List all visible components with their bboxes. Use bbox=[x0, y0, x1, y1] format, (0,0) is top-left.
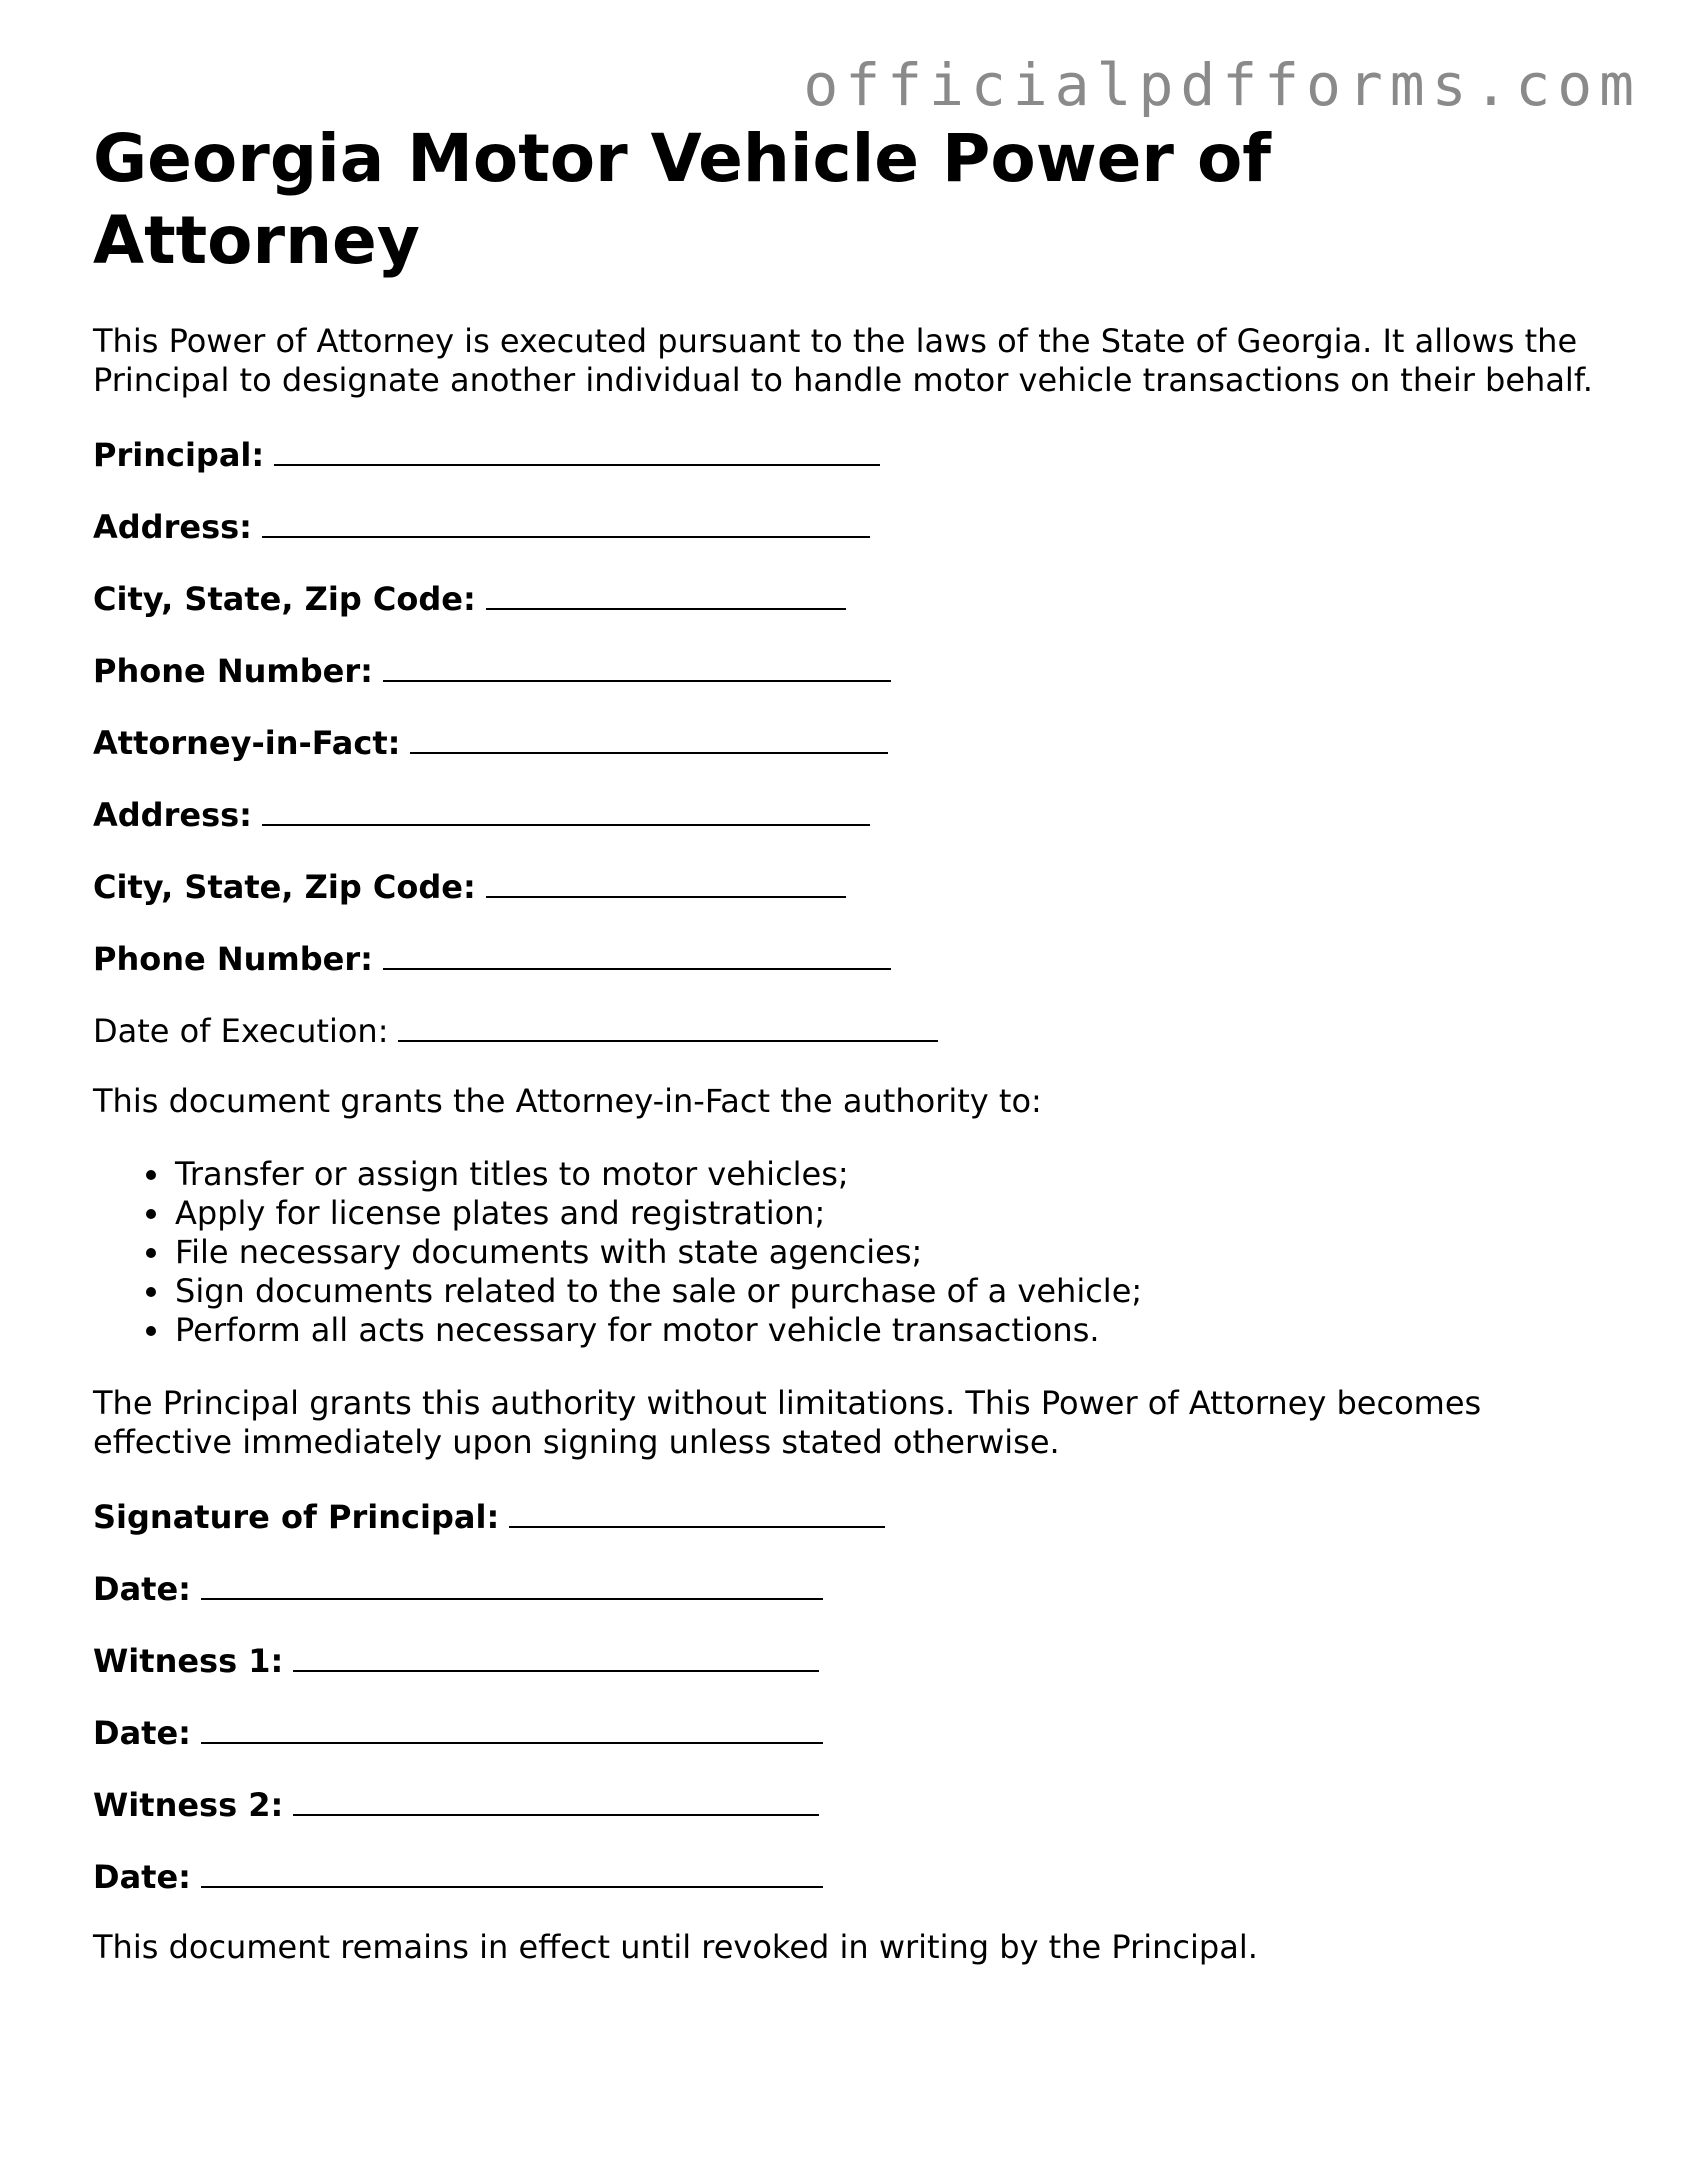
field-label: Phone Number: bbox=[93, 940, 373, 978]
principal-phone-blank[interactable] bbox=[383, 650, 891, 682]
principal-city-state-zip-field[interactable] bbox=[93, 578, 1593, 616]
document-body bbox=[93, 118, 1593, 1967]
list-item: • Apply for license plates and registration; bbox=[173, 1194, 1593, 1233]
witness-1-date-field[interactable] bbox=[93, 1712, 1593, 1750]
limitations-paragraph: The Principal grants this authority without limitations. This Power of Attorney becomes effective immediately upon signing unless stated otherwise. bbox=[93, 1384, 1482, 1461]
field-label: Witness 2: bbox=[93, 1786, 284, 1824]
field-label: Address: bbox=[93, 796, 252, 834]
witness-1-field[interactable] bbox=[93, 1640, 1593, 1678]
principal-city-state-zip-blank[interactable] bbox=[486, 578, 846, 610]
date-of-execution-field[interactable] bbox=[93, 1010, 1593, 1048]
field-label: Witness 1: bbox=[93, 1642, 284, 1680]
list-item: • Sign documents related to the sale or purchase of a vehicle; bbox=[173, 1272, 1593, 1311]
field-label: Date: bbox=[93, 1858, 191, 1896]
principal-name-blank[interactable] bbox=[274, 434, 880, 466]
field-label: Date: bbox=[93, 1714, 191, 1752]
witness-1-date-blank[interactable] bbox=[201, 1712, 823, 1744]
closing-paragraph: This document remains in effect until revoked in writing by the Principal. bbox=[93, 1928, 1258, 1966]
attorney-name-field[interactable] bbox=[93, 722, 1593, 760]
field-label: Signature of Principal: bbox=[93, 1498, 500, 1536]
date-of-execution-blank[interactable] bbox=[398, 1010, 938, 1042]
attorney-phone-blank[interactable] bbox=[383, 938, 891, 970]
attorney-phone-field[interactable] bbox=[93, 938, 1593, 976]
intro-paragraph: This Power of Attorney is executed pursuant to the laws of the State of Georgia. It allows the Principal to designate another individual to handle motor vehicle transactions on their behalf. bbox=[93, 322, 1593, 399]
witness-2-date-field[interactable] bbox=[93, 1856, 1593, 1894]
witness-2-blank[interactable] bbox=[293, 1784, 819, 1816]
principal-phone-field[interactable] bbox=[93, 650, 1593, 688]
field-label: City, State, Zip Code: bbox=[93, 580, 476, 618]
attorney-city-state-zip-blank[interactable] bbox=[486, 866, 846, 898]
principal-signature-blank[interactable] bbox=[509, 1496, 885, 1528]
field-label: Attorney-in-Fact: bbox=[93, 724, 401, 762]
attorney-address-field[interactable] bbox=[93, 794, 1593, 832]
field-label: Date: bbox=[93, 1570, 191, 1608]
field-label: Principal: bbox=[93, 436, 265, 474]
principal-name-field[interactable] bbox=[93, 434, 1593, 472]
attorney-name-blank[interactable] bbox=[410, 722, 888, 754]
principal-signature-date-blank[interactable] bbox=[201, 1568, 823, 1600]
field-label: Phone Number: bbox=[93, 652, 373, 690]
list-item: • File necessary documents with state agencies; bbox=[173, 1233, 1593, 1272]
witness-2-date-blank[interactable] bbox=[201, 1856, 823, 1888]
principal-address-blank[interactable] bbox=[262, 506, 870, 538]
field-label: Address: bbox=[93, 508, 252, 546]
attorney-city-state-zip-field[interactable] bbox=[93, 866, 1593, 904]
witness-2-field[interactable] bbox=[93, 1784, 1593, 1822]
attorney-address-blank[interactable] bbox=[262, 794, 870, 826]
grants-intro: This document grants the Attorney-in-Fact the authority to: bbox=[93, 1082, 1042, 1120]
page-title: Georgia Motor Vehicle Power of Attorney bbox=[93, 120, 1272, 279]
powers-list bbox=[93, 1155, 1593, 1350]
principal-signature-date-field[interactable] bbox=[93, 1568, 1593, 1606]
principal-address-field[interactable] bbox=[93, 506, 1593, 544]
list-item: • Transfer or assign titles to motor vehicles; bbox=[173, 1155, 1593, 1194]
field-label: City, State, Zip Code: bbox=[93, 868, 476, 906]
watermark: officialpdfforms.com bbox=[803, 51, 1641, 119]
principal-signature-field[interactable] bbox=[93, 1496, 1593, 1534]
field-label: Date of Execution: bbox=[93, 1012, 389, 1050]
witness-1-blank[interactable] bbox=[293, 1640, 819, 1672]
list-item: • Perform all acts necessary for motor vehicle transactions. bbox=[173, 1311, 1593, 1350]
